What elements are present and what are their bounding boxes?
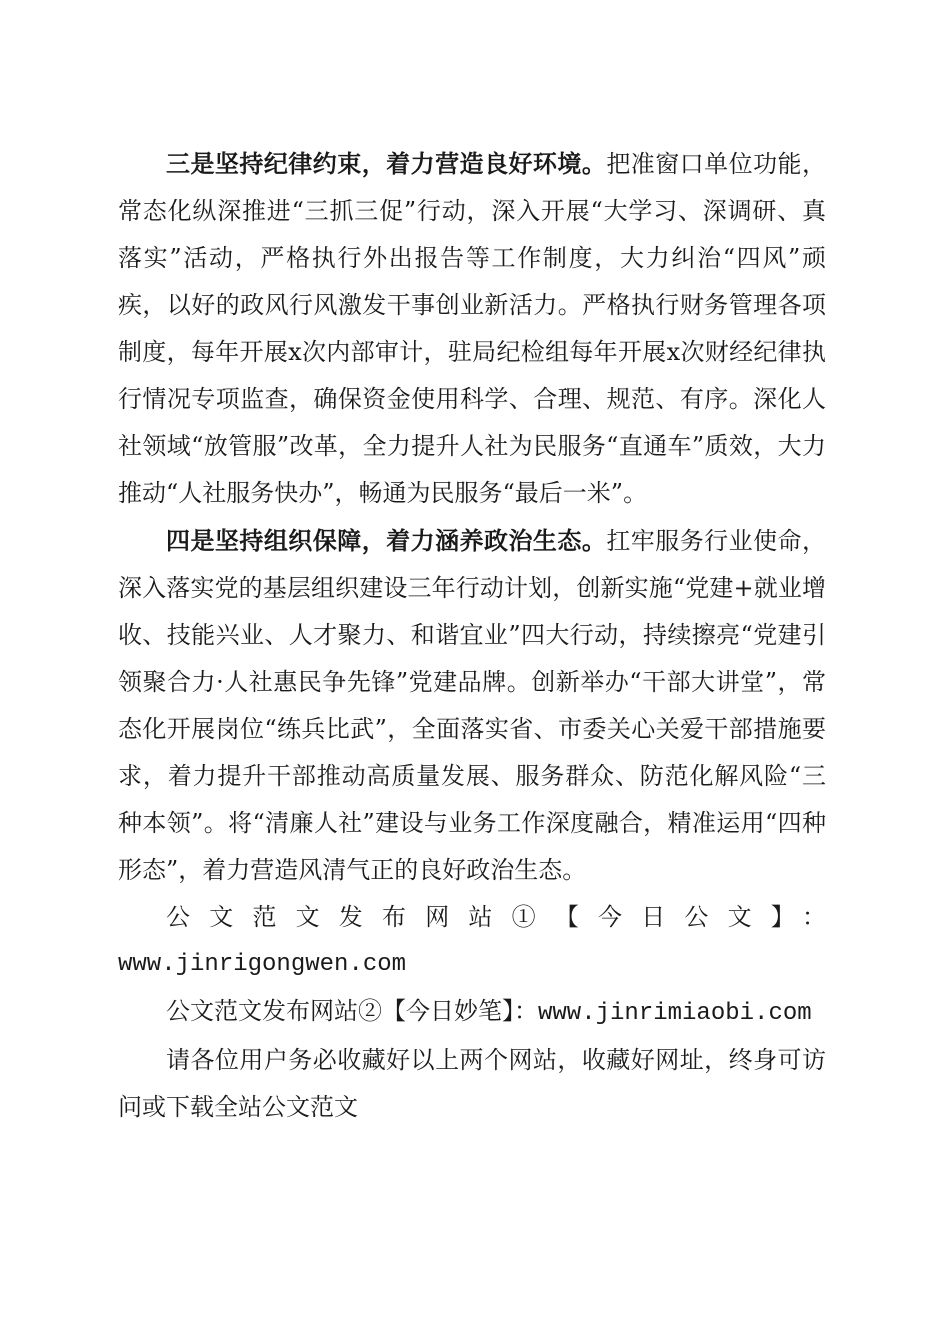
paragraph-organization bbox=[118, 517, 826, 894]
paragraph-lead: 三是坚持纪律约束，着力营造良好环境。 bbox=[166, 149, 607, 178]
paragraph-lead: 四是坚持组织保障，着力涵养政治生态。 bbox=[166, 526, 607, 555]
site1-url[interactable]: www.jinrigongwen.com bbox=[118, 951, 407, 978]
site2-line bbox=[118, 988, 826, 1037]
paragraph-body: 扛牢服务行业使命，深入落实党的基层组织建设三年行动计划，创新实施“党建+就业增收、技能兴业、人才聚力、和谐宜业”四大行动，持续擦亮“党建引领聚合力·人社惠民争先锋”党建品牌。创新举办“干部大讲堂”，常态化开展岗位“练兵比武”，全面落实省、市委关心关爱干部措施要求，着力提升干部推动高质量发展、服务群众、防范化解风险“三种本领”。将“清廉人社”建设与业务工作深度融合，精准运用“四种形态”，着力营造风清气正的良好政治生态。 bbox=[118, 527, 827, 884]
paragraph-discipline bbox=[118, 140, 826, 517]
site2-label: 公文范文发布网站②【今日妙笔】： bbox=[166, 997, 538, 1025]
site2-url[interactable]: www.jinrimiaobi.com bbox=[538, 1000, 812, 1027]
site1-label: 公文范文发布网站①【今日公文】： bbox=[166, 903, 826, 931]
footer-notice: 请各位用户务必收藏好以上两个网站，收藏好网址，终身可访问或下载全站公文范文 bbox=[118, 1046, 826, 1121]
document-page bbox=[118, 140, 826, 1131]
paragraph-body: 把准窗口单位功能，常态化纵深推进“三抓三促”行动，深入开展“大学习、深调研、真落实”活动，严格执行外出报告等工作制度，大力纠治“四风”顽疾，以好的政风行风激发干事创业新活力。严格执行财务管理各项制度，每年开展x次内部审计，驻局纪检组每年开展x次财经纪律执行情况专项监查，确保资金使用科学、合理、规范、有序。深化人社领域“放管服”改革，全力提升人社为民服务“直通车”质效，大力推动“人社服务快办”，畅通为民服务“最后一米”。 bbox=[118, 150, 827, 507]
